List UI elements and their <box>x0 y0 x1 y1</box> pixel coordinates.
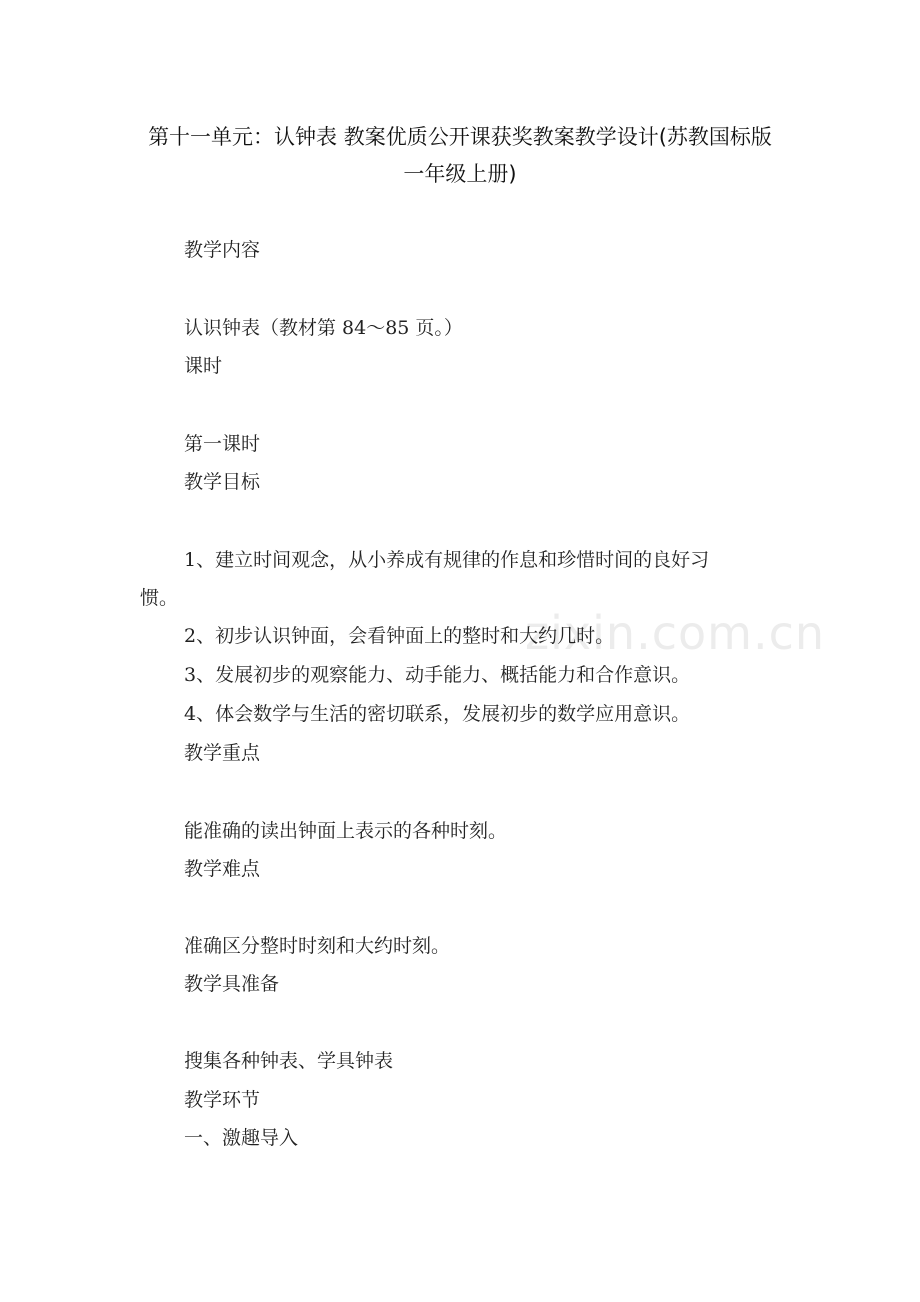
key-points-text: 能准确的读出钟面上表示的各种时刻。 <box>184 820 508 842</box>
heading-teaching-content: 教学内容 <box>184 239 261 261</box>
document-title-line-2: 一年级上册) <box>403 162 517 186</box>
teaching-content-text: 认识钟表（教材第 84～85 页。） <box>184 317 463 339</box>
heading-key-points: 教学重点 <box>184 742 261 764</box>
difficult-points-text: 准确区分整时时刻和大约时刻。 <box>184 935 451 957</box>
goal-item-1: 1、建立时间观念，从小养成有规律的作息和珍惜时间的良好习 <box>184 549 710 571</box>
heading-teaching-goals: 教学目标 <box>184 471 261 493</box>
heading-teaching-steps: 教学环节 <box>184 1089 261 1111</box>
first-period-label: 第一课时 <box>184 433 261 455</box>
goal-item-2: 2、初步认识钟面，会看钟面上的整时和大约几时。 <box>184 625 615 647</box>
heading-teaching-tools: 教学具准备 <box>184 973 280 995</box>
teaching-tools-text: 搜集各种钟表、学具钟表 <box>184 1050 394 1072</box>
document-title-line-1: 第十一单元：认钟表 教案优质公开课获奖教案教学设计(苏教国标版 <box>148 125 772 149</box>
goal-item-4: 4、体会数学与生活的密切联系，发展初步的数学应用意识。 <box>184 703 691 725</box>
step-1-intro: 一、激趣导入 <box>184 1127 299 1149</box>
heading-class-period: 课时 <box>184 355 223 377</box>
watermark: zixin.com.cn <box>525 606 826 660</box>
goal-item-3: 3、发展初步的观察能力、动手能力、概括能力和合作意识。 <box>184 664 691 686</box>
goal-item-1-continuation: 惯。 <box>140 587 179 609</box>
heading-difficult-points: 教学难点 <box>184 858 261 880</box>
